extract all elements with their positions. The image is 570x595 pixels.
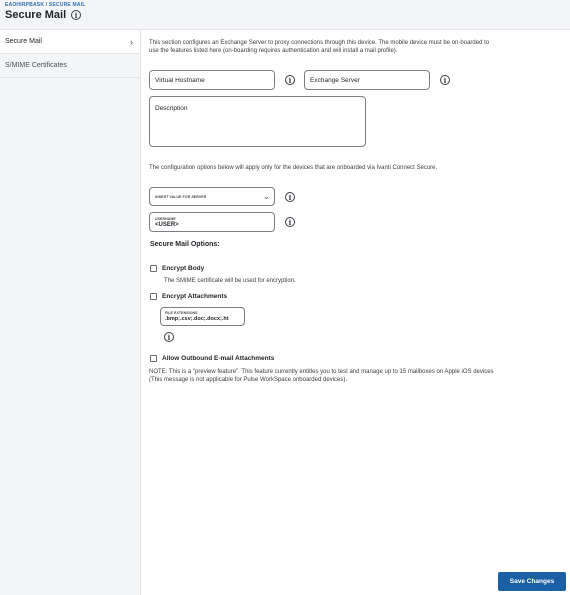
preview-note: NOTE: This is a "preview feature". This feature currently entitles you to test and manage up to 15 mailboxes on Apple iOS devices (This message is not applicable for Pulse WorkSpace onboarded devices). (149, 369, 494, 383)
description-placeholder: Description (155, 105, 188, 112)
save-changes-button[interactable]: Save Changes (498, 572, 566, 591)
encrypt-attachments-checkbox[interactable] (150, 293, 157, 300)
username-info-icon[interactable]: i (285, 217, 295, 227)
server-select[interactable] (149, 187, 275, 206)
exchange-server-placeholder: Exchange Server (310, 76, 360, 84)
username-label: USERNAME (155, 216, 176, 221)
virtual-hostname-field[interactable] (149, 70, 275, 90)
breadcrumb[interactable]: EAOHIRPBASK / SECURE MAIL (5, 2, 86, 8)
chevron-right-icon: › (130, 36, 133, 47)
username-field[interactable] (149, 212, 275, 232)
file-extensions-field[interactable] (160, 307, 245, 326)
server-select-label: INSERT VALUE FOR SERVER (155, 194, 207, 199)
sidebar-item-secure-mail[interactable] (0, 30, 140, 54)
exchange-server-info-icon[interactable]: i (440, 75, 450, 85)
intro-text: This section configures an Exchange Server to proxy connections through this device. The mobile device must be on-boarded to use the features listed here (on-boarding requires authentication and will install a mail profile). (149, 40, 490, 54)
title-info-icon[interactable]: i (71, 10, 81, 20)
file-extensions-value: .bmp;.csv;.doc;.docx;.ht (165, 316, 229, 322)
description-field[interactable] (149, 96, 366, 147)
file-extensions-label: FILE EXTENSIONS (165, 311, 198, 315)
chevron-down-icon: ⌄ (263, 192, 270, 201)
options-heading: Secure Mail Options: (150, 241, 220, 248)
username-value: <USER> (155, 221, 179, 228)
allow-outbound-label: Allow Outbound E-mail Attachments (162, 355, 275, 362)
virtual-hostname-placeholder: Virtual Hostname (155, 76, 205, 84)
sidebar-item-label: Secure Mail (5, 38, 42, 45)
sidebar (0, 30, 141, 595)
file-extensions-info-icon[interactable]: i (164, 332, 174, 342)
encrypt-attachments-label: Encrypt Attachments (162, 293, 228, 300)
encrypt-body-checkbox[interactable] (150, 265, 157, 272)
server-info-icon[interactable]: i (285, 192, 295, 202)
sidebar-item-smime-certificates[interactable] (0, 54, 140, 78)
encrypt-body-row[interactable] (150, 265, 204, 272)
encrypt-attachments-row[interactable] (150, 293, 227, 300)
encrypt-body-note: The SMIME certificate will be used for encryption. (164, 278, 296, 284)
page-title: Secure Mail (5, 9, 67, 21)
encrypt-body-label: Encrypt Body (162, 265, 205, 272)
page-header (0, 0, 570, 30)
allow-outbound-checkbox[interactable] (150, 355, 157, 362)
page-title-row (5, 9, 81, 21)
sidebar-item-label: S/MIME Certificates (5, 62, 67, 69)
virtual-hostname-info-icon[interactable]: i (285, 75, 295, 85)
config-note: The configuration options below will apply only for the devices that are onboarded via Ivanti Connect Secure. (149, 165, 438, 171)
allow-outbound-row[interactable] (150, 355, 274, 362)
exchange-server-field[interactable] (304, 70, 430, 90)
